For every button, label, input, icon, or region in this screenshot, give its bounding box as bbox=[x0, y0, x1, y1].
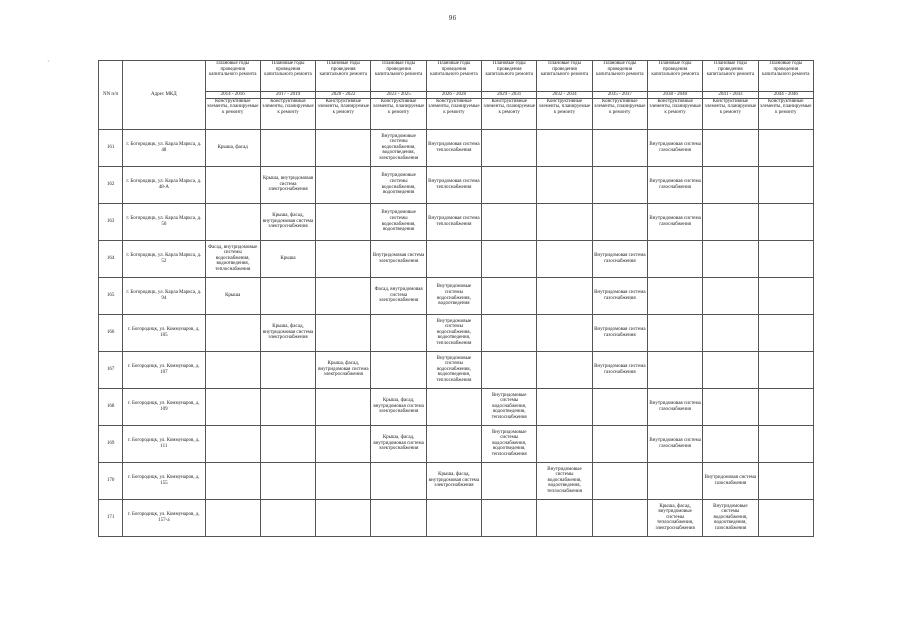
repair-elements-cell bbox=[260, 388, 315, 425]
table-row bbox=[99, 203, 814, 240]
elements-heading: Конструктивные элементы, планируемые к ремонту bbox=[260, 98, 315, 129]
row-address: г. Богородицк, ул. Коммунаров, д. 105 bbox=[123, 314, 205, 351]
period-heading: Плановые годы проведения капитального ремонта bbox=[316, 61, 371, 92]
repair-elements-cell: Внутридомовая система газоснабжения bbox=[592, 351, 647, 388]
page-number: 96 bbox=[448, 15, 457, 22]
repair-elements-cell: Внутридомовая система газоснабжения bbox=[647, 129, 702, 166]
table-row bbox=[99, 462, 814, 499]
repair-elements-cell: Внутридомовые системы водоснабжения, водоотведения, теплоснабжения bbox=[482, 425, 537, 462]
repair-elements-cell: Крыша, фасад, внутридомовая система электроснабжения bbox=[426, 462, 481, 499]
repair-elements-cell bbox=[260, 499, 315, 536]
repair-elements-cell bbox=[758, 462, 813, 499]
row-number: 163 bbox=[99, 203, 123, 240]
repair-elements-cell bbox=[482, 351, 537, 388]
repair-elements-cell bbox=[482, 277, 537, 314]
repair-elements-cell bbox=[703, 277, 758, 314]
elements-heading: Конструктивные элементы, планируемые к ремонту bbox=[426, 98, 481, 129]
repair-elements-cell bbox=[703, 129, 758, 166]
period-heading: Плановые годы проведения капитального ремонта bbox=[703, 61, 758, 92]
repair-elements-cell bbox=[205, 425, 260, 462]
repair-elements-cell bbox=[647, 240, 702, 277]
period-years: 2038 - 2040 bbox=[647, 92, 702, 99]
period-heading: Плановые годы проведения капитального ремонта bbox=[426, 61, 481, 92]
row-number: 170 bbox=[99, 462, 123, 499]
repair-elements-cell bbox=[537, 388, 592, 425]
header-row-elements bbox=[99, 98, 814, 129]
repair-elements-cell bbox=[205, 462, 260, 499]
repair-elements-cell bbox=[758, 388, 813, 425]
repair-elements-cell bbox=[758, 425, 813, 462]
repair-elements-cell: Внутридомовая система газоснабжения bbox=[647, 166, 702, 203]
repair-elements-cell bbox=[260, 425, 315, 462]
elements-heading: Конструктивные элементы, планируемые к ремонту bbox=[205, 98, 260, 129]
repair-elements-cell: Крыша, фасад, внутридомовые системы теплоснабжения, электроснабжения bbox=[647, 499, 702, 536]
repair-schedule-table bbox=[98, 60, 814, 537]
repair-elements-cell bbox=[758, 499, 813, 536]
row-address: г. Богородицк, ул. Карла Маркса, д. 48-А bbox=[123, 166, 205, 203]
period-years: 2014 - 2016 bbox=[205, 92, 260, 99]
repair-elements-cell bbox=[426, 499, 481, 536]
repair-elements-cell bbox=[482, 240, 537, 277]
repair-elements-cell bbox=[758, 351, 813, 388]
repair-elements-cell bbox=[537, 203, 592, 240]
row-number: 162 bbox=[99, 166, 123, 203]
row-number: 169 bbox=[99, 425, 123, 462]
repair-elements-cell bbox=[592, 388, 647, 425]
repair-elements-cell bbox=[592, 425, 647, 462]
repair-elements-cell: Крыша, внутридомовая система электроснабжения bbox=[260, 166, 315, 203]
elements-heading: Конструктивные элементы, планируемые к ремонту bbox=[482, 98, 537, 129]
repair-elements-cell bbox=[205, 166, 260, 203]
repair-elements-cell: Внутридомовые системы водоснабжения, водоотведения, электроснабжения bbox=[371, 129, 426, 166]
repair-elements-cell bbox=[758, 203, 813, 240]
repair-elements-cell bbox=[316, 314, 371, 351]
header-row-periods bbox=[99, 61, 814, 92]
period-years: 2032 - 2034 bbox=[537, 92, 592, 99]
column-header-number: NN п/п bbox=[99, 61, 123, 130]
repair-elements-cell: Фасад, внутридомовая система электроснабжения bbox=[371, 277, 426, 314]
repair-elements-cell bbox=[703, 425, 758, 462]
repair-elements-cell bbox=[482, 499, 537, 536]
period-years: 2017 - 2019 bbox=[260, 92, 315, 99]
repair-elements-cell bbox=[537, 277, 592, 314]
repair-elements-cell bbox=[205, 499, 260, 536]
repair-elements-cell: Внутридомовая система теплоснабжения bbox=[426, 166, 481, 203]
period-years: 2044 - 2046 bbox=[758, 92, 813, 99]
period-heading: Плановые годы проведения капитального ремонта bbox=[592, 61, 647, 92]
repair-elements-cell bbox=[592, 203, 647, 240]
repair-elements-cell bbox=[316, 277, 371, 314]
repair-elements-cell: Внутридомовые системы водоснабжения, водоотведения, газоснабжения bbox=[703, 499, 758, 536]
repair-elements-cell: Внутридомовые системы водоснабжения, водоотведения bbox=[371, 166, 426, 203]
repair-elements-cell: Крыша bbox=[205, 277, 260, 314]
repair-elements-cell bbox=[371, 314, 426, 351]
repair-schedule-table-container bbox=[98, 60, 814, 537]
repair-elements-cell bbox=[592, 499, 647, 536]
table-row bbox=[99, 277, 814, 314]
repair-elements-cell bbox=[482, 314, 537, 351]
repair-elements-cell bbox=[426, 240, 481, 277]
repair-elements-cell: Внутридомовая система газоснабжения bbox=[647, 425, 702, 462]
repair-elements-cell bbox=[703, 240, 758, 277]
row-address: г. Богородицк, ул. Коммунаров, д. 109 bbox=[123, 388, 205, 425]
repair-elements-cell bbox=[537, 240, 592, 277]
repair-elements-cell bbox=[758, 277, 813, 314]
repair-elements-cell bbox=[426, 388, 481, 425]
period-heading: Плановые годы проведения капитального ремонта bbox=[647, 61, 702, 92]
repair-elements-cell bbox=[482, 166, 537, 203]
table-row bbox=[99, 499, 814, 536]
repair-elements-cell: Крыша, фасад, внутридомовая система электроснабжения bbox=[371, 425, 426, 462]
repair-elements-cell: Внутридомовая система газоснабжения bbox=[592, 240, 647, 277]
repair-elements-cell bbox=[371, 499, 426, 536]
period-heading: Плановые годы проведения капитального ремонта bbox=[482, 61, 537, 92]
repair-elements-cell bbox=[371, 351, 426, 388]
repair-elements-cell: Внутридомовая система газоснабжения bbox=[703, 462, 758, 499]
period-heading: Плановые годы проведения капитального ремонта bbox=[205, 61, 260, 92]
repair-elements-cell bbox=[537, 425, 592, 462]
repair-elements-cell bbox=[482, 462, 537, 499]
repair-elements-cell bbox=[316, 388, 371, 425]
period-years: 2020 - 2022 bbox=[316, 92, 371, 99]
row-address: г. Богородицк, ул. Коммунаров, д. 111 bbox=[123, 425, 205, 462]
repair-elements-cell: Внутридомовая система газоснабжения bbox=[592, 277, 647, 314]
period-heading: Плановые годы проведения капитального ремонта bbox=[537, 61, 592, 92]
repair-elements-cell: Крыша, фасад, внутридомовая система электроснабжения bbox=[371, 388, 426, 425]
table-row bbox=[99, 351, 814, 388]
repair-elements-cell: Крыша, фасад, внутридомовая система электроснабжения bbox=[260, 203, 315, 240]
repair-elements-cell bbox=[260, 129, 315, 166]
repair-elements-cell bbox=[316, 240, 371, 277]
row-address: г. Богородицк, ул. Карла Маркса, д. 52 bbox=[123, 240, 205, 277]
repair-elements-cell bbox=[537, 499, 592, 536]
table-row bbox=[99, 240, 814, 277]
repair-elements-cell bbox=[758, 240, 813, 277]
elements-heading: Конструктивные элементы, планируемые к ремонту bbox=[537, 98, 592, 129]
repair-elements-cell bbox=[260, 462, 315, 499]
repair-elements-cell bbox=[703, 351, 758, 388]
row-address: г. Богородицк, ул. Коммунаров, д. 107 bbox=[123, 351, 205, 388]
table-row bbox=[99, 166, 814, 203]
elements-heading: Конструктивные элементы, планируемые к ремонту bbox=[758, 98, 813, 129]
row-number: 171 bbox=[99, 499, 123, 536]
repair-elements-cell bbox=[592, 462, 647, 499]
repair-elements-cell: Внутридомовая система электроснабжения bbox=[371, 240, 426, 277]
elements-heading: Конструктивные элементы, планируемые к ремонту bbox=[592, 98, 647, 129]
column-header-address: Адрес МКД bbox=[123, 61, 205, 130]
repair-elements-cell bbox=[316, 129, 371, 166]
period-years: 2035 - 2037 bbox=[592, 92, 647, 99]
repair-elements-cell bbox=[703, 314, 758, 351]
repair-elements-cell bbox=[703, 166, 758, 203]
repair-elements-cell bbox=[647, 462, 702, 499]
repair-elements-cell bbox=[205, 203, 260, 240]
period-years: 2041 - 2043 bbox=[703, 92, 758, 99]
row-number: 168 bbox=[99, 388, 123, 425]
repair-elements-cell: Крыша, фасад, внутридомовая система электроснабжения bbox=[260, 314, 315, 351]
repair-elements-cell: Внутридомовые системы водоснабжения, водоотведения, теплоснабжения bbox=[426, 351, 481, 388]
repair-elements-cell: Фасад, внутридомовые системы водоснабжения, водоотведения, теплоснабжения bbox=[205, 240, 260, 277]
scan-mark: ˊ bbox=[46, 60, 50, 69]
repair-elements-cell: Крыша bbox=[260, 240, 315, 277]
repair-elements-cell bbox=[316, 425, 371, 462]
period-years: 2029 - 2031 bbox=[482, 92, 537, 99]
repair-elements-cell bbox=[537, 166, 592, 203]
repair-elements-cell bbox=[316, 203, 371, 240]
repair-elements-cell bbox=[205, 351, 260, 388]
repair-elements-cell bbox=[316, 499, 371, 536]
repair-elements-cell: Крыша, фасад bbox=[205, 129, 260, 166]
repair-elements-cell bbox=[260, 351, 315, 388]
row-address: г. Богородицк, ул. Карла Маркса, д. 94 bbox=[123, 277, 205, 314]
repair-elements-cell bbox=[703, 203, 758, 240]
repair-elements-cell bbox=[482, 203, 537, 240]
row-number: 167 bbox=[99, 351, 123, 388]
elements-heading: Конструктивные элементы, планируемые к ремонту bbox=[647, 98, 702, 129]
repair-elements-cell: Внутридомовая система газоснабжения bbox=[647, 203, 702, 240]
period-heading: Плановые годы проведения капитального ремонта bbox=[371, 61, 426, 92]
row-address: г. Богородицк, ул. Коммунаров, д. 155 bbox=[123, 462, 205, 499]
repair-elements-cell bbox=[260, 277, 315, 314]
period-heading: Плановые годы проведения капитального ремонта bbox=[758, 61, 813, 92]
repair-elements-cell bbox=[426, 425, 481, 462]
row-number: 161 bbox=[99, 129, 123, 166]
table-row bbox=[99, 129, 814, 166]
row-number: 164 bbox=[99, 240, 123, 277]
elements-heading: Конструктивные элементы, планируемые к ремонту bbox=[371, 98, 426, 129]
repair-elements-cell: Внутридомовая система газоснабжения bbox=[592, 314, 647, 351]
table-row bbox=[99, 388, 814, 425]
repair-elements-cell bbox=[537, 129, 592, 166]
repair-elements-cell bbox=[205, 314, 260, 351]
repair-elements-cell: Внутридомовые системы водоснабжения, водоотведения bbox=[426, 277, 481, 314]
row-address: г. Богородицк, ул. Коммунаров, д. 157-а bbox=[123, 499, 205, 536]
repair-elements-cell: Внутридомовая система теплоснабжения bbox=[426, 129, 481, 166]
repair-elements-cell bbox=[703, 388, 758, 425]
repair-elements-cell: Внутридомовая система газоснабжения bbox=[647, 388, 702, 425]
repair-elements-cell bbox=[592, 166, 647, 203]
row-address: г. Богородицк, ул. Карла Маркса, д. 50 bbox=[123, 203, 205, 240]
repair-elements-cell bbox=[316, 462, 371, 499]
row-number: 165 bbox=[99, 277, 123, 314]
repair-elements-cell bbox=[758, 166, 813, 203]
repair-elements-cell: Внутридомовые системы водоснабжения, водоотведения, теплоснабжения bbox=[537, 462, 592, 499]
table-body bbox=[99, 129, 814, 536]
repair-elements-cell bbox=[647, 351, 702, 388]
repair-elements-cell bbox=[371, 462, 426, 499]
row-address: г. Богородицк, ул. Карла Маркса, д. 48 bbox=[123, 129, 205, 166]
repair-elements-cell bbox=[647, 277, 702, 314]
period-years: 2026 - 2028 bbox=[426, 92, 481, 99]
repair-elements-cell: Внутридомовые системы водоснабжения, водоотведения, теплоснабжения bbox=[482, 388, 537, 425]
repair-elements-cell bbox=[537, 351, 592, 388]
repair-elements-cell: Внутридомовая система теплоснабжения bbox=[426, 203, 481, 240]
elements-heading: Конструктивные элементы, планируемые к ремонту bbox=[703, 98, 758, 129]
elements-heading: Конструктивные элементы, планируемые к ремонту bbox=[316, 98, 371, 129]
repair-elements-cell bbox=[205, 388, 260, 425]
table-row bbox=[99, 425, 814, 462]
repair-elements-cell bbox=[537, 314, 592, 351]
repair-elements-cell bbox=[758, 314, 813, 351]
table-row bbox=[99, 314, 814, 351]
repair-elements-cell bbox=[482, 129, 537, 166]
period-heading: Плановые годы проведения капитального ремонта bbox=[260, 61, 315, 92]
row-number: 166 bbox=[99, 314, 123, 351]
repair-elements-cell: Внутридомовые системы водоснабжения, водоотведения, теплоснабжения bbox=[426, 314, 481, 351]
repair-elements-cell bbox=[316, 166, 371, 203]
repair-elements-cell bbox=[647, 314, 702, 351]
repair-elements-cell bbox=[758, 129, 813, 166]
period-years: 2023 - 2025 bbox=[371, 92, 426, 99]
repair-elements-cell: Внутридомовые системы водоснабжения, водоотведения bbox=[371, 203, 426, 240]
repair-elements-cell bbox=[592, 129, 647, 166]
repair-elements-cell: Крыша, фасад, внутридомовая система электроснабжения bbox=[316, 351, 371, 388]
